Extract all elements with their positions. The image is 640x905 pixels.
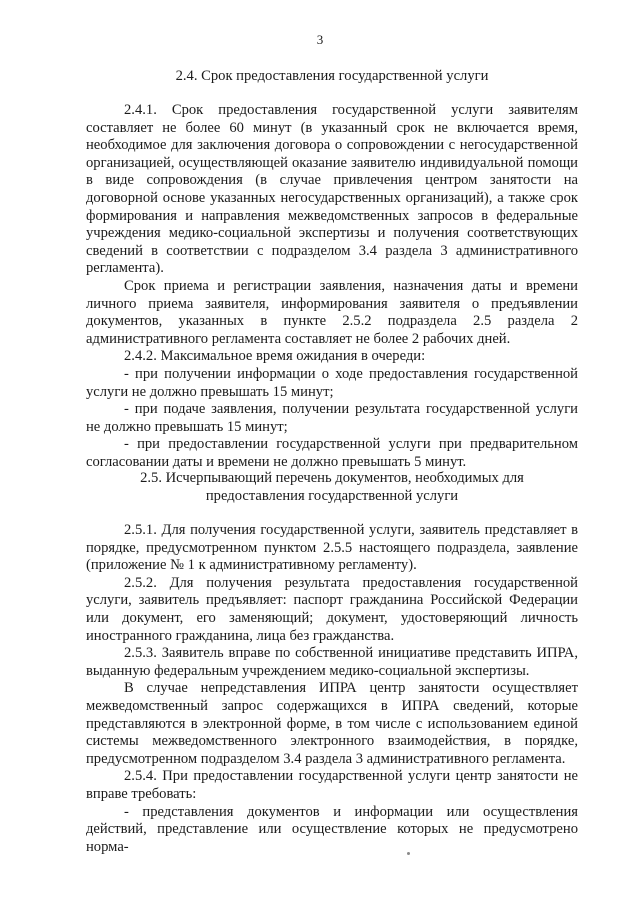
section-heading-line-2: предоставления государственной услуги <box>205 487 459 504</box>
paragraph-2-5-3: 2.5.3. Заявитель вправе по собственной инициативе представить ИПРА, выданную федеральным учреждением медико-социальной экспертизы. <box>86 645 578 679</box>
list-item-info-wait: - при получении информации о ходе предоставления государственной услуги не должно превышать 15 минут; <box>86 365 578 400</box>
paragraph-2-5-1: 2.5.1. Для получения государственной услуги, заявитель представляет в порядке, предусмотренном пунктом 2.5.5 настоящего подраздела, заявление (приложение № 1 к административному регламенту). <box>86 522 578 574</box>
list-item-application-wait: - при подаче заявления, получении результата государственной услуги не должно превышать 15 минут; <box>86 401 578 435</box>
list-item-documents: - представления документов и информации или осуществления действий, представление или осуществление которых не предусмотрено норма- <box>86 803 578 855</box>
paragraph-2-5-2: 2.5.2. Для получения результата предоставления государственной услуги, заявитель предъявляет: паспорт гражданина Российской Федерации или документ, его заменяющий; документ, удостоверяющий личность иностранного гражданина, лица без гражданства. <box>86 574 578 644</box>
paragraph-2-5-4: 2.5.4. При предоставлении государственной услуги центр занятости не вправе требовать: <box>86 768 578 802</box>
list-item-appointment-wait: - при предоставлении государственной услуги при предварительном согласовании даты и времени не должно превышать 5 минут. <box>86 436 578 470</box>
section-heading: 2.4. Срок предоставления государственной услуги <box>175 68 489 84</box>
section-2-4-heading-block <box>86 68 578 86</box>
paragraph-ipra-request: В случае непредставления ИПРА центр занятости осуществляет межведомственный запрос содержащихся в ИПРА сведений, которые представляются в электронной форме, в том числе с использованием единой системы межведомственного электронного взаимодействия, в порядке, предусмотренном подразделом 3.4 раздела 3 административного регламента. <box>86 680 578 767</box>
section-2-5-heading-block <box>86 470 578 505</box>
section-2-5-body <box>86 522 578 856</box>
paragraph-reception-term: Срок приема и регистрации заявления, назначения даты и времени личного приема заявителя, информирования заявителя о предъявлении документов, указанных в пункте 2.5.2 подраздела 2.5 раздела 2 административного регламента составляет не более 2 рабочих дней. <box>86 277 578 347</box>
section-heading-line-1: 2.5. Исчерпывающий перечень документов, необходимых для <box>140 470 524 486</box>
paragraph-2-4-1: 2.4.1. Срок предоставления государственной услуги заявителям составляет не более 60 минут (в указанный срок не включается время, необходимое для заключения договора о сопровождении с негосударственной организацией, осуществляющей оказание заявителю индивидуальной помощи в виде сопровождения (в случае привлечения центром занятости на договорной основе указанных негосударственных организаций), а также срок формирования и направления межведомственных запросов в федеральные учреждения медико-социальной экспертизы и получения соответствующих сведений в соответствии с подразделом 3.4 раздела 3 административного регламента). <box>86 102 578 277</box>
section-2-4-body <box>86 102 578 471</box>
page-number: 3 <box>316 32 324 47</box>
paragraph-2-4-2: 2.4.2. Максимальное время ожидания в очереди: <box>124 348 426 365</box>
scan-speck <box>407 852 410 855</box>
